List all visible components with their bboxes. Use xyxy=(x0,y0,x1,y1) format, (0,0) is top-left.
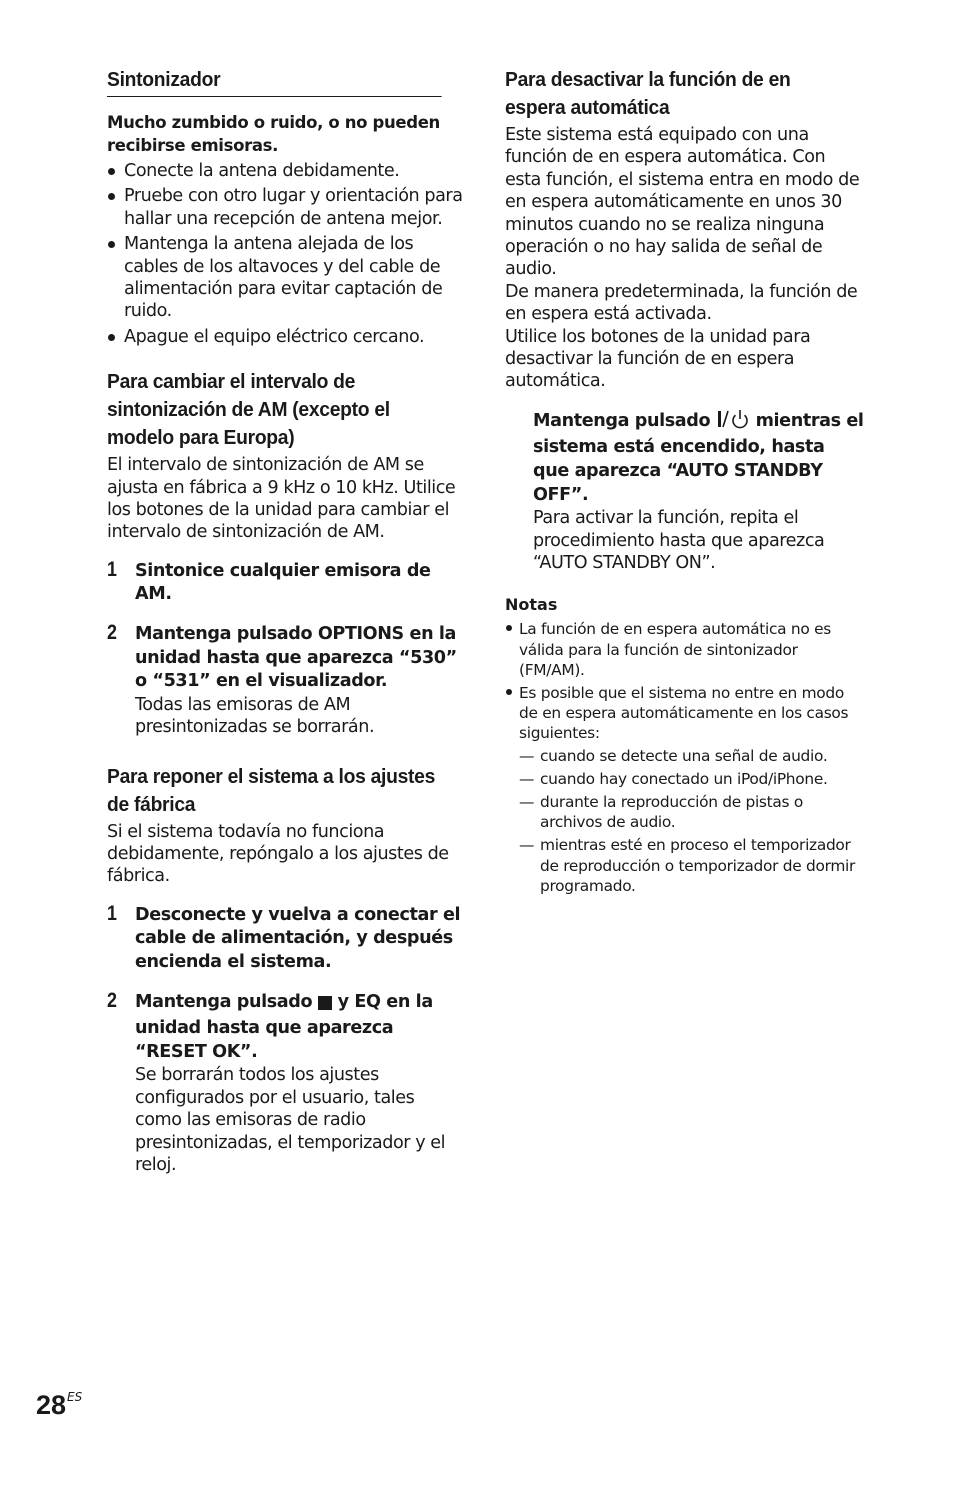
power-standby-icon xyxy=(716,409,750,437)
step-body: Se borrarán todos los ajustes configurados por el usuario, tales como las emisoras de radio presintonizadas, el temporizador y el reloj. xyxy=(135,1065,446,1176)
tuner-section xyxy=(107,66,463,348)
notes-section xyxy=(505,594,865,895)
step-heading-part: Mantenga pulsado xyxy=(533,410,711,431)
title-line: sintonización de AM (excepto el xyxy=(107,398,390,422)
reset-step-1 xyxy=(107,901,463,975)
auto-standby-title xyxy=(505,66,843,122)
tuner-title: Sintonizador xyxy=(107,66,442,97)
note-text: Es posible que el sistema no entre en modo de en espera automáticamente en los casos siguientes: xyxy=(519,683,849,742)
step-body: Todas las emisoras de AM presintonizadas se borrarán. xyxy=(135,694,375,738)
step-number: 2 xyxy=(107,988,117,1012)
auto-standby-instruction: Utilice los botones de la unidad para desactivar la función de en espera automática. xyxy=(505,326,811,392)
page-number xyxy=(36,1379,82,1423)
step-heading: Mantenga pulsado OPTIONS en la unidad hasta que aparezca “530” o “531” en el visualizador. xyxy=(135,624,457,692)
step-heading-part: Mantenga pulsado xyxy=(135,991,313,1012)
step-number: 1 xyxy=(107,557,117,581)
factory-reset-title xyxy=(107,763,442,819)
am-step-1 xyxy=(107,557,463,607)
notes-list xyxy=(505,619,865,895)
step-heading-part: mientras el sistema está encendido, hasta que aparezca “AUTO STANDBY OFF”. xyxy=(533,410,864,505)
list-item: La función de en espera automática no es válida para la función de sintonizador (FM/AM). xyxy=(505,619,865,679)
tuner-bullet-list xyxy=(107,160,463,348)
reset-step-2 xyxy=(107,988,463,1177)
notes-title: Notas xyxy=(505,595,558,615)
title-line: de fábrica xyxy=(107,792,196,816)
step-heading xyxy=(135,991,463,1065)
title-line: espera automática xyxy=(505,96,670,119)
list-item: — durante la reproducción de pistas o archivos de audio. xyxy=(505,792,865,832)
step-body: Para activar la función, repita el procedimiento hasta que aparezca “AUTO STANDBY ON”. xyxy=(533,508,825,574)
factory-reset-intro: Si el sistema todavía no funciona debidamente, repóngalo a los ajustes de fábrica. xyxy=(107,821,449,887)
auto-standby-intro: Este sistema está equipado con una función de en espera automática. Con esta función, el sistema entra en modo de en espera automáticamente en unos 30 minutos cuando no se realiza ninguna operación o no hay salida de señal de audio. xyxy=(505,125,860,280)
factory-reset-section xyxy=(107,763,463,1177)
page-number-value: 28 xyxy=(36,1390,67,1420)
list-item: — cuando se detecte una señal de audio. xyxy=(505,746,865,766)
list-item: Conecte la antena debidamente. xyxy=(107,160,463,182)
am-interval-section xyxy=(107,368,463,738)
auto-standby-default: De manera predeterminada, la función de en espera está activada. xyxy=(505,281,858,325)
title-line: Para cambiar el intervalo de xyxy=(107,370,356,394)
auto-standby-section xyxy=(505,66,865,574)
list-item: — mientras esté en proceso el temporizador de reproducción o temporizador de dormir programado. xyxy=(505,835,865,895)
stop-icon xyxy=(318,994,332,1018)
title-line: Para reponer el sistema a los ajustes xyxy=(107,764,436,788)
am-interval-intro: El intervalo de sintonización de AM se ajusta en fábrica a 9 kHz o 10 kHz. Utilice los botones de la unidad para cambiar el intervalo de sintonización de AM. xyxy=(107,455,456,543)
page-language-suffix: ES xyxy=(67,1390,83,1404)
step-heading: Sintonice cualquier emisora de AM. xyxy=(135,560,431,605)
notes-dash-list xyxy=(505,746,865,896)
list-item: — cuando hay conectado un iPod/iPhone. xyxy=(505,769,865,789)
tuner-problem: Mucho zumbido o ruido, o no pueden recibirse emisoras. xyxy=(107,113,440,155)
list-item: Pruebe con otro lugar y orientación para hallar una recepción de antena mejor. xyxy=(107,185,463,230)
am-step-2 xyxy=(107,623,463,739)
list-item: Mantenga la antena alejada de los cables de los altavoces y del cable de alimentación para evitar captación de ruido. xyxy=(107,233,463,323)
step-number: 2 xyxy=(107,621,117,645)
step-number: 1 xyxy=(107,901,117,925)
step-heading xyxy=(533,409,865,507)
title-line: Para desactivar la función de en xyxy=(505,68,791,91)
list-item xyxy=(505,683,865,896)
list-item: Apague el equipo eléctrico cercano. xyxy=(107,326,463,348)
right-column xyxy=(505,66,865,899)
step-heading: Desconecte y vuelva a conectar el cable de alimentación, y después encienda el sistema. xyxy=(135,904,461,973)
title-line: modelo para Europa) xyxy=(107,426,295,450)
am-interval-title xyxy=(107,368,442,452)
auto-standby-step xyxy=(505,409,865,575)
step-heading-part: y EQ en la unidad hasta que aparezca “RESET OK”. xyxy=(135,991,433,1062)
left-column xyxy=(107,66,463,1176)
